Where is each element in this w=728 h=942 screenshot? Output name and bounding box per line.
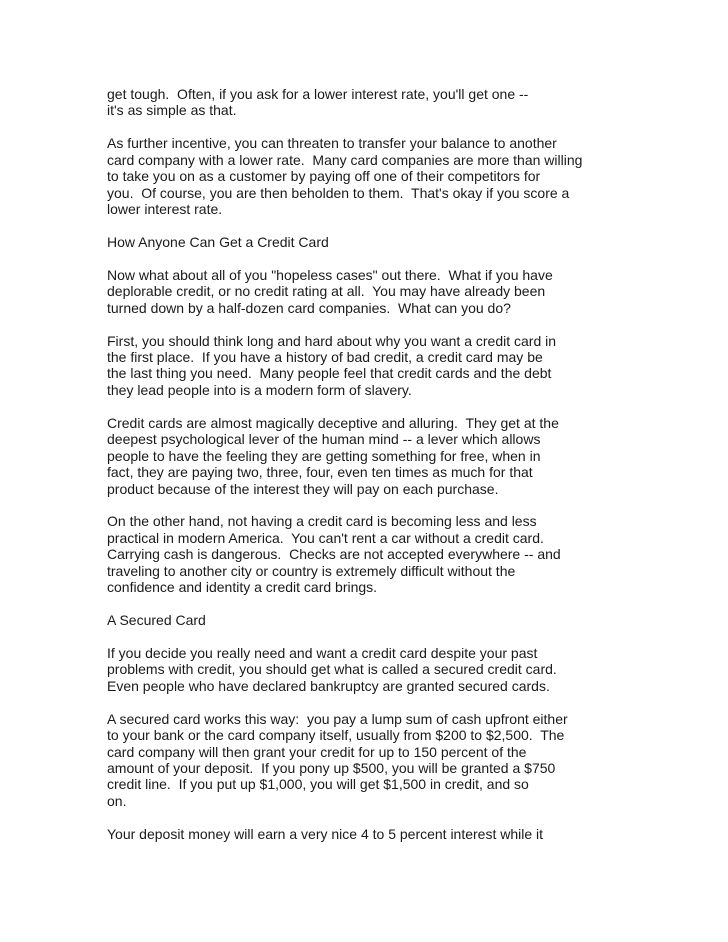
paragraph	[107, 415, 707, 497]
text-line: card company will then grant your credit for up to 150 percent of the	[107, 743, 527, 760]
text-line: turned down by a half-dozen card companies. What can you do?	[107, 299, 511, 316]
paragraph	[107, 267, 707, 316]
text-line: Your deposit money will earn a very nice 4 to 5 percent interest while it	[107, 825, 544, 842]
text-line: card company with a lower rate. Many card companies are more than willing	[107, 151, 583, 168]
text-line: fact, they are paying two, three, four, even ten times as much for that	[107, 464, 533, 481]
paragraph	[107, 645, 707, 694]
text-line: deepest psychological lever of the human mind -- a lever which allows	[107, 431, 541, 448]
text-line: product because of the interest they will pay on each purchase.	[107, 480, 499, 497]
paragraph-spacer	[107, 628, 707, 644]
section-heading	[107, 612, 707, 628]
paragraph	[107, 86, 707, 119]
text-line: problems with credit, you should get what is called a secured credit card.	[107, 661, 557, 678]
text-line: it's as simple as that.	[107, 102, 237, 119]
paragraph	[107, 333, 707, 399]
text-line: If you decide you really need and want a credit card despite your past	[107, 644, 538, 661]
paragraph-spacer	[107, 218, 707, 234]
paragraph	[107, 711, 707, 810]
text-line: Even people who have declared bankruptcy are granted secured cards.	[107, 677, 550, 694]
paragraph	[107, 826, 707, 842]
text-line: get tough. Often, if you ask for a lower interest rate, you'll get one --	[107, 86, 529, 102]
paragraph-spacer	[107, 694, 707, 710]
paragraph-spacer	[107, 398, 707, 414]
text-line: lower interest rate.	[107, 201, 223, 218]
text-line: on.	[107, 792, 127, 809]
text-line: practical in modern America. You can't rent a car without a credit card.	[107, 529, 544, 546]
text-line: First, you should think long and hard about why you want a credit card in	[107, 332, 557, 349]
paragraph	[107, 135, 707, 217]
paragraph-spacer	[107, 316, 707, 332]
text-line: A secured card works this way: you pay a lump sum of cash upfront either	[107, 710, 568, 727]
text-line: credit line. If you put up $1,000, you will get $1,500 in credit, and so	[107, 776, 529, 793]
heading-text: A Secured Card	[107, 612, 206, 628]
section-heading	[107, 234, 707, 250]
document-page	[107, 86, 707, 842]
text-line: On the other hand, not having a credit card is becoming less and less	[107, 513, 537, 530]
text-line: the last thing you need. Many people feel that credit cards and the debt	[107, 365, 552, 382]
text-line: you. Of course, you are then beholden to them. That's okay if you score a	[107, 184, 570, 201]
text-line: Now what about all of you "hopeless cases" out there. What if you have	[107, 266, 553, 283]
paragraph-spacer	[107, 250, 707, 266]
text-line: to your bank or the card company itself, usually from $200 to $2,500. The	[107, 727, 565, 744]
paragraph-spacer	[107, 119, 707, 135]
heading-text: How Anyone Can Get a Credit Card	[107, 233, 329, 250]
text-line: confidence and identity a credit card brings.	[107, 579, 378, 596]
text-line: to take you on as a customer by paying off one of their competitors for	[107, 168, 541, 185]
paragraph-spacer	[107, 596, 707, 612]
text-line: traveling to another city or country is extremely difficult without the	[107, 562, 516, 579]
text-line: the first place. If you have a history of bad credit, a credit card may be	[107, 349, 543, 365]
text-line: Carrying cash is dangerous. Checks are not accepted everywhere -- and	[107, 546, 561, 563]
paragraph-spacer	[107, 497, 707, 513]
text-line: Credit cards are almost magically deceptive and alluring. They get at the	[107, 414, 559, 431]
text-line: they lead people into is a modern form of slavery.	[107, 381, 412, 398]
text-line: deplorable credit, or no credit rating at all. You may have already been	[107, 283, 546, 300]
paragraph	[107, 513, 707, 595]
text-line: amount of your deposit. If you pony up $500, you will be granted a $750	[107, 759, 556, 776]
text-line: people to have the feeling they are getting something for free, when in	[107, 447, 541, 464]
text-line: As further incentive, you can threaten to transfer your balance to another	[107, 135, 557, 152]
paragraph-spacer	[107, 809, 707, 825]
